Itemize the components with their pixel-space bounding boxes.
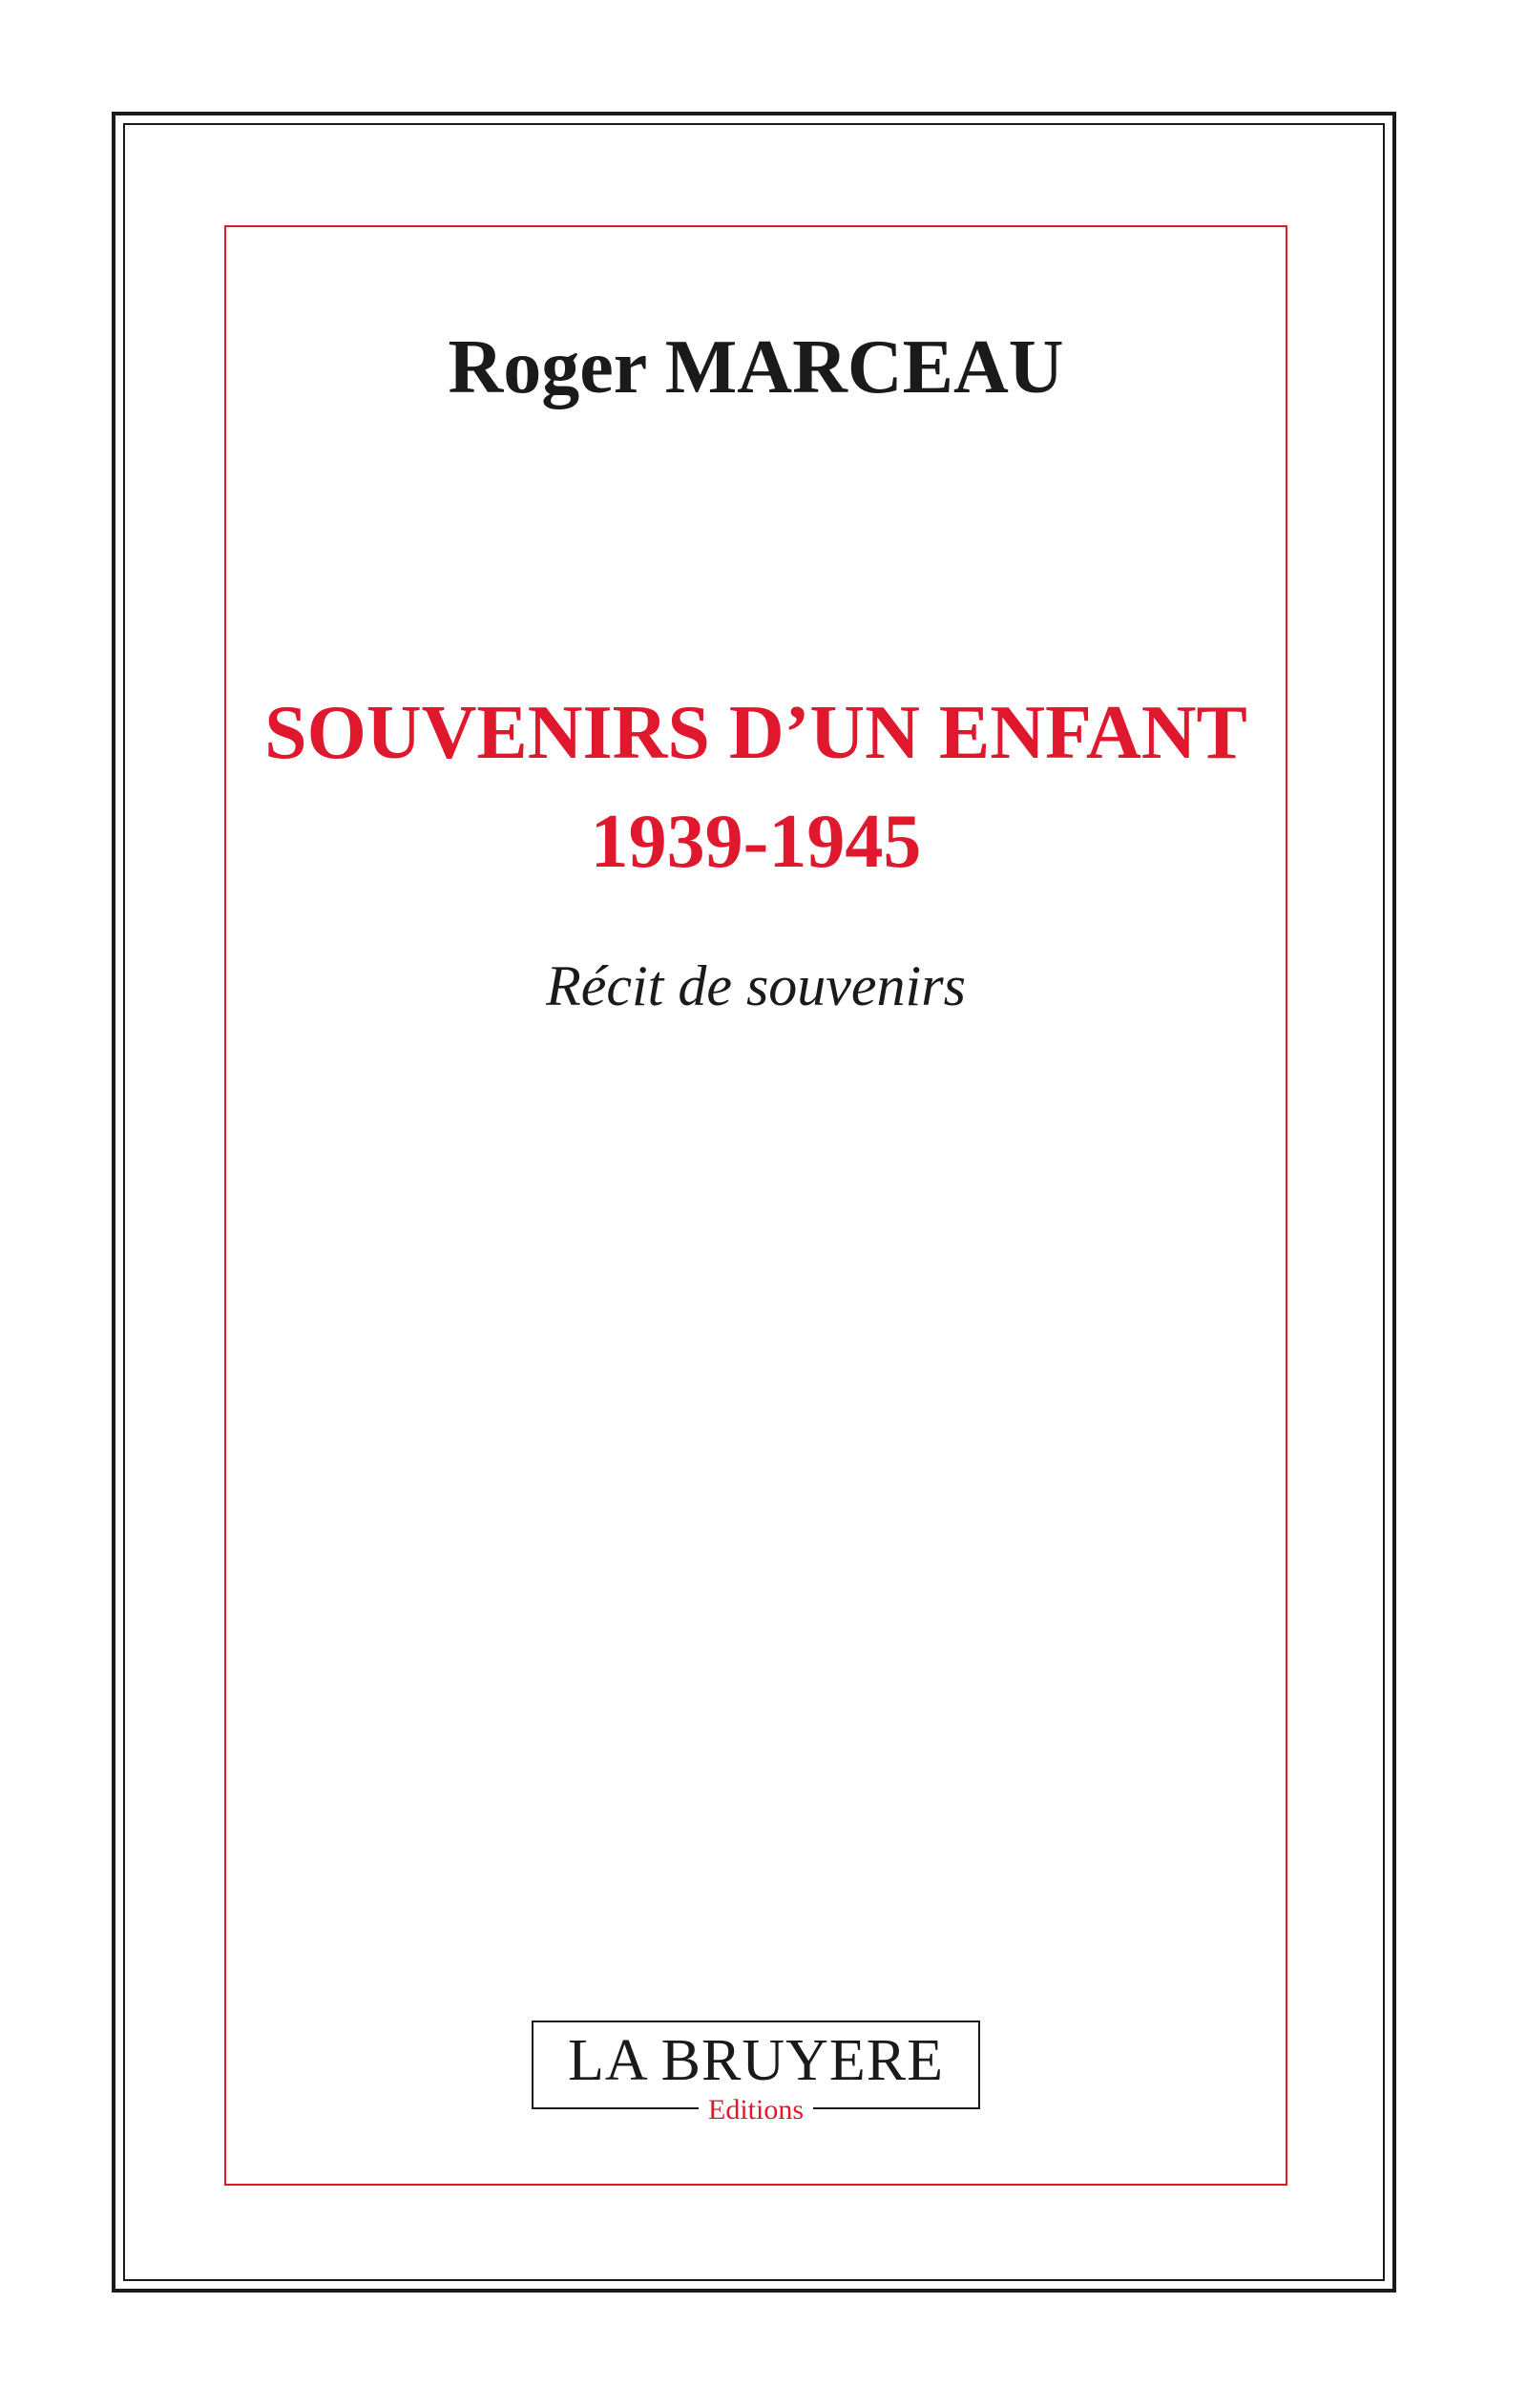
publisher-editions-label: Editions	[699, 2094, 813, 2126]
author-name: Roger MARCEAU	[448, 325, 1064, 409]
book-title: SOUVENIRS D’UN ENFANT	[264, 691, 1247, 775]
red-frame-border	[224, 225, 1287, 2186]
book-subtitle: Récit de souvenirs	[546, 954, 966, 1017]
publisher-logo	[532, 2021, 980, 2125]
book-years: 1939-1945	[590, 800, 922, 884]
publisher-name: LA BRUYERE	[567, 2028, 945, 2093]
